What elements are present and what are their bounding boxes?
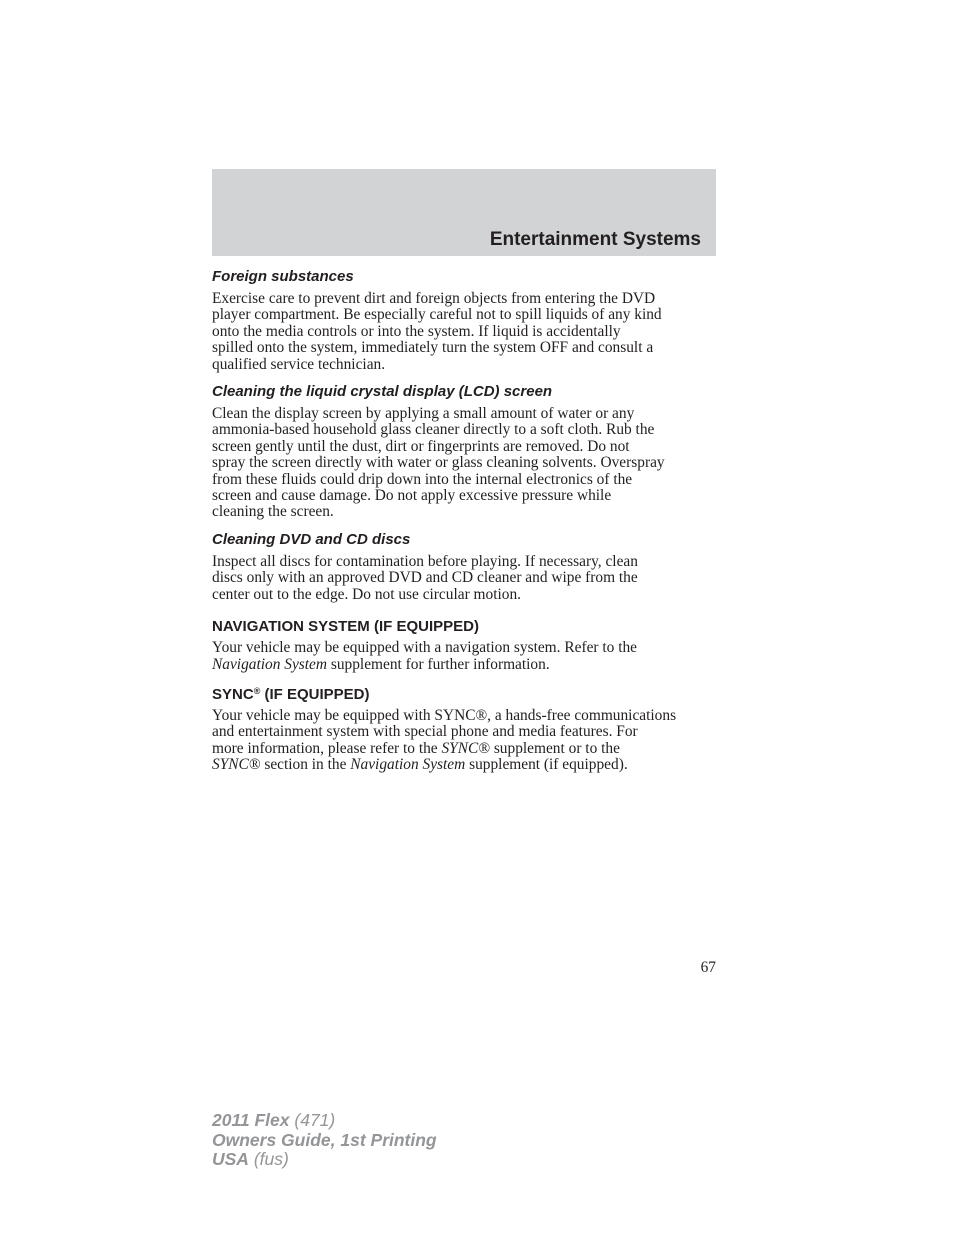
paragraph-sync <box>212 708 718 774</box>
text-span: (IF EQUIPPED) <box>260 685 370 703</box>
text-line: cleaning the screen. <box>212 503 334 521</box>
heading-foreign-substances: Foreign substances <box>212 268 354 285</box>
footer-line <box>212 1131 437 1151</box>
italic-reference: Navigation System <box>350 756 466 774</box>
text-span: more information, please refer to the <box>212 739 442 757</box>
text-line: screen and cause damage. Do not apply excessive pressure while <box>212 487 612 505</box>
italic-reference: Navigation System <box>212 655 327 673</box>
italic-reference: SYNC® <box>441 739 490 757</box>
paragraph-navigation-system <box>212 640 718 673</box>
print-footer <box>212 1111 437 1170</box>
text-line: center out to the edge. Do not use circular motion. <box>212 585 522 603</box>
text-line: Inspect all discs for contamination before playing. If necessary, clean <box>212 552 638 570</box>
text-line: and entertainment system with special phone and media features. For <box>212 723 638 741</box>
footer-line <box>212 1111 437 1131</box>
footer-market-code: (fus) <box>248 1149 289 1169</box>
text-line <box>212 657 718 673</box>
text-line: Your vehicle may be equipped with a navigation system. Refer to the <box>212 639 637 657</box>
footer-edition: Owners Guide, 1st Printing <box>212 1129 437 1150</box>
footer-code: (471) <box>289 1110 336 1130</box>
text-line: spilled onto the system, immediately turn the system OFF and consult a <box>212 339 654 357</box>
text-line: qualified service technician. <box>212 355 386 373</box>
paragraph-cleaning-discs <box>212 554 718 603</box>
text-line: from these fluids could drip down into the internal electronics of the <box>212 470 633 488</box>
text-line: screen gently until the dust, dirt or fingerprints are removed. Do not <box>212 437 630 455</box>
text-line <box>212 741 718 757</box>
text-line: spray the screen directly with water or glass cleaning solvents. Overspray <box>212 454 665 472</box>
chapter-title: Entertainment Systems <box>489 229 701 250</box>
footer-model: 2011 Flex <box>212 1110 290 1130</box>
text-span: supplement (if equipped). <box>465 756 628 774</box>
text-line: Your vehicle may be equipped with SYNC®, a hands-free communications <box>212 706 677 724</box>
text-line: ammonia-based household glass cleaner directly to a soft cloth. Rub the <box>212 421 655 439</box>
footer-line <box>212 1150 437 1170</box>
text-line: player compartment. Be especially careful not to spill liquids of any kind <box>212 306 662 324</box>
page-number: 67 <box>700 959 716 976</box>
text-span: SYNC <box>212 685 254 703</box>
text-line: discs only with an approved DVD and CD cleaner and wipe from the <box>212 569 638 587</box>
heading-navigation-system: NAVIGATION SYSTEM (IF EQUIPPED) <box>212 618 479 636</box>
text-span: supplement or to the <box>489 739 620 757</box>
italic-reference: SYNC® <box>212 756 261 774</box>
paragraph-cleaning-lcd <box>212 406 718 521</box>
heading-cleaning-lcd: Cleaning the liquid crystal display (LCD) screen <box>212 383 553 401</box>
footer-market: USA <box>212 1149 249 1169</box>
heading-sync <box>212 685 718 705</box>
text-line <box>212 757 718 773</box>
text-line: onto the media controls or into the system. If liquid is accidentally <box>212 322 621 340</box>
registered-mark: ® <box>253 685 261 696</box>
heading-cleaning-discs: Cleaning DVD and CD discs <box>212 530 411 548</box>
paragraph-foreign-substances <box>212 291 718 373</box>
page-content <box>212 267 718 774</box>
text-span: supplement for further information. <box>327 655 550 673</box>
chapter-header-band <box>212 169 716 256</box>
text-span: section in the <box>260 756 351 774</box>
text-line: Exercise care to prevent dirt and foreign objects from entering the DVD <box>212 290 656 307</box>
text-line: Clean the display screen by applying a small amount of water or any <box>212 405 635 423</box>
